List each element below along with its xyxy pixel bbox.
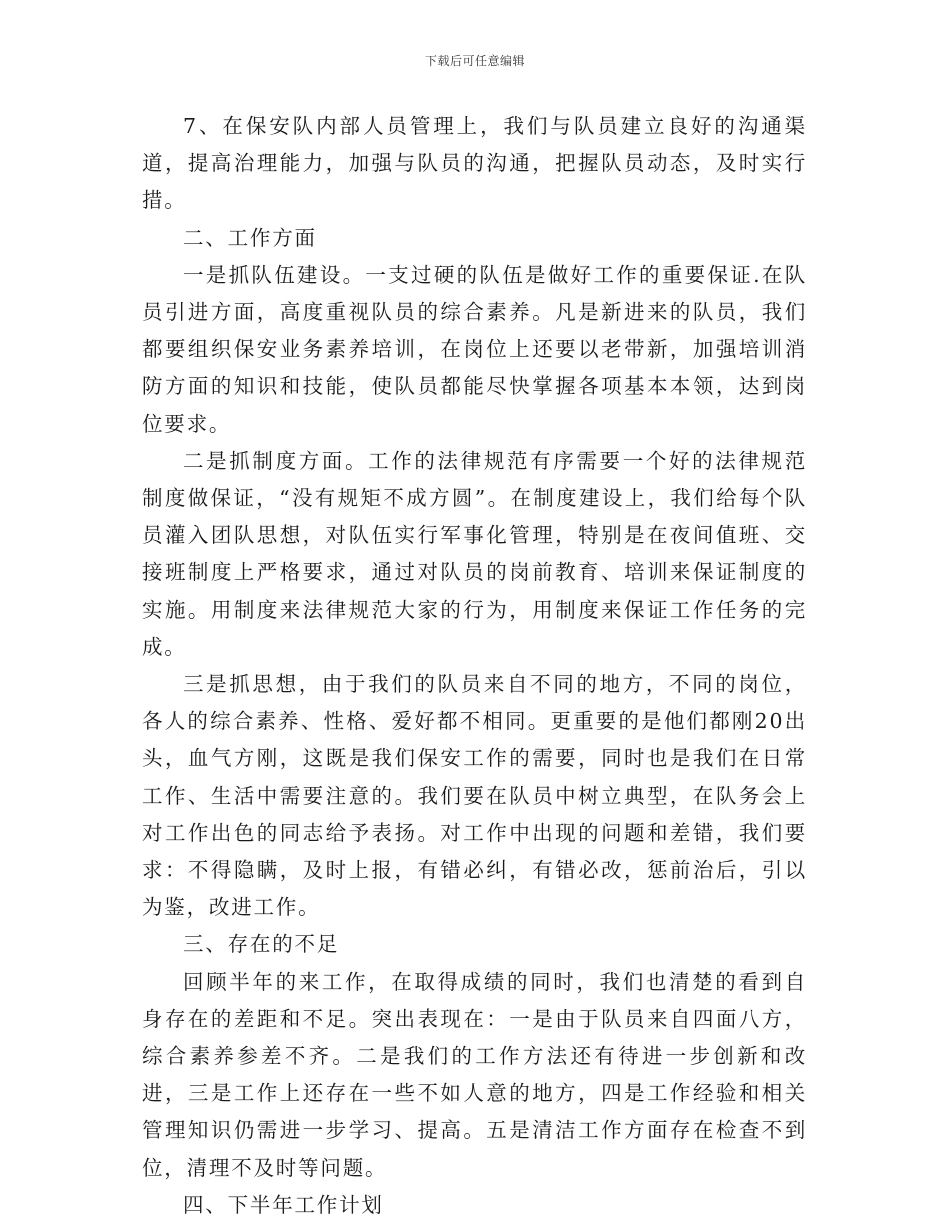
page-header: 下载后可任意编辑 [424, 54, 525, 68]
section-heading-work-aspects: 二、工作方面 [183, 225, 317, 250]
paragraph-internal-management: 7、在保安队内部人员管理上，我们与队员建立良好的沟通渠道，提高治理能力，加强与队员的沟通，把握队员动态，及时实行措。 [142, 114, 807, 213]
section-heading-shortcomings: 三、存在的不足 [183, 932, 340, 957]
document-body [142, 108, 807, 1224]
paragraph-ideology: 三是抓思想，由于我们的队员来自不同的地方，不同的岗位，各人的综合素养、性格、爱好都不相同。更重要的是他们都刚20出头，血气方刚，这既是我们保安工作的需要，同时也是我们在日常工作、生活中需要注意的。我们要在队员中树立典型，在队务会上对工作出色的同志给予表扬。对工作中出现的问题和差错，我们要求：不得隐瞒，及时上报，有错必纠，有错必改，惩前治后，引以为鉴，改进工作。 [142, 672, 807, 920]
paragraph-team-building: 一是抓队伍建设。一支过硬的队伍是做好工作的重要保证.在队员引进方面，高度重视队员的综合素养。凡是新进来的队员，我们都要组织保安业务素养培训，在岗位上还要以老带新，加强培训消防方面的知识和技能，使队员都能尽快掌握各项基本本领，达到岗位要求。 [142, 262, 807, 436]
paragraph-shortcomings: 回顾半年的来工作，在取得成绩的同时，我们也清楚的看到自身存在的差距和不足。突出表现在：一是由于队员来自四面八方，综合素养参差不齐。二是我们的工作方法还有待进一步创新和改进，三是工作上还存在一些不如人意的地方，四是工作经验和相关管理知识仍需进一步学习、提高。五是清洁工作方面存在检查不到位，清理不及时等问题。 [142, 969, 807, 1180]
section-heading-next-half-plan: 四、下半年工作计划 [183, 1192, 384, 1217]
paragraph-system-building: 二是抓制度方面。工作的法律规范有序需要一个好的法律规范制度做保证，“没有规矩不成方圆”。在制度建设上，我们给每个队员灌入团队思想，对队伍实行军事化管理，特别是在夜间值班、交接班制度上严格要求，通过对队员的岗前教育、培训来保证制度的实施。用制度来法律规范大家的行为，用制度来保证工作任务的完成。 [142, 448, 807, 659]
